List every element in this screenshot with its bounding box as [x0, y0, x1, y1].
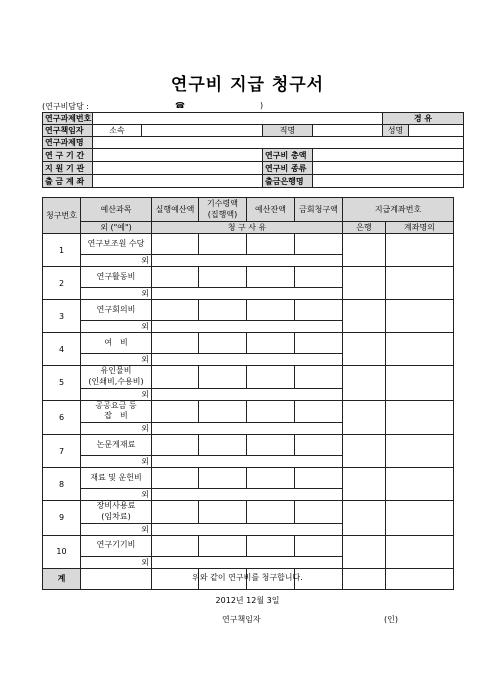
affiliation-label: 소속 [93, 125, 142, 137]
pi-label: 연구책임자 [43, 125, 93, 137]
amount-cell[interactable] [152, 468, 199, 489]
seal-mark: (인) [384, 615, 398, 624]
claim-row [43, 366, 454, 389]
period-label: 연 구 기 간 [43, 149, 93, 162]
bank-cell[interactable] [343, 468, 386, 501]
bank-cell[interactable] [343, 333, 386, 366]
amount-cell[interactable] [152, 435, 199, 456]
fund-type-value[interactable] [313, 162, 464, 175]
amount-cell[interactable] [295, 234, 343, 255]
etc-cell: 외 [81, 523, 152, 535]
task-name-value[interactable] [93, 137, 464, 149]
task-name-label: 연구과제명 [43, 137, 93, 149]
holder-cell[interactable] [386, 468, 454, 501]
amount-cell[interactable] [247, 400, 295, 423]
amount-cell[interactable] [199, 468, 247, 489]
bank-header: 은행 [343, 222, 386, 234]
claim-no-cell: 1 [43, 234, 81, 267]
agency-label: 지 원 기 관 [43, 162, 93, 175]
claim-no-cell: 2 [43, 267, 81, 300]
budget-item-cell: 공공요금 등 잡 비 [81, 400, 152, 423]
bank-cell[interactable] [343, 366, 386, 401]
holder-cell[interactable] [386, 366, 454, 401]
amount-cell[interactable] [199, 366, 247, 389]
claim-no-cell: 9 [43, 501, 81, 536]
budget-item-cell: 연구활동비 [81, 267, 152, 288]
claim-no-header: 청구번호 [43, 198, 81, 234]
amount-cell[interactable] [199, 400, 247, 423]
request-sentence: 위와 같이 연구비를 청구합니다. [192, 573, 303, 582]
contact-close: ) [260, 101, 264, 110]
amount-cell[interactable] [247, 501, 295, 524]
task-number-value[interactable] [93, 113, 383, 125]
amount-cell[interactable] [152, 366, 199, 389]
budget-item-cell: 논문게재료 [81, 435, 152, 456]
amount-cell[interactable] [247, 366, 295, 389]
total-value[interactable] [313, 149, 464, 162]
amount-cell[interactable] [152, 501, 199, 524]
claim-no-cell: 6 [43, 400, 81, 435]
etc-cell: 외 [81, 321, 152, 333]
claim-no-cell: 7 [43, 435, 81, 468]
claim-reason-cell[interactable] [152, 423, 343, 435]
amount-cell[interactable] [199, 435, 247, 456]
top-form-table [42, 112, 464, 188]
claim-reason-cell[interactable] [152, 288, 343, 300]
holder-cell[interactable] [386, 501, 454, 536]
etc-cell: 외 [81, 255, 152, 267]
page-title: 연구비 지급 청구서 [170, 75, 325, 95]
budget-item-cell: 장비사용료 (임차료) [81, 501, 152, 524]
budget-item-cell: 연구회의비 [81, 300, 152, 321]
bank-cell[interactable] [343, 435, 386, 468]
name-value[interactable] [409, 125, 464, 137]
claim-row [43, 300, 454, 321]
claim-reason-cell[interactable] [152, 388, 343, 400]
amount-cell[interactable] [247, 435, 295, 456]
holder-cell[interactable] [386, 267, 454, 300]
amount-cell[interactable] [199, 333, 247, 354]
claim-row [43, 535, 454, 556]
account-label: 출 금 계 좌 [43, 175, 93, 188]
request-date: 2012년 12월 3일 [215, 596, 280, 605]
bank-value[interactable] [313, 175, 464, 188]
claim-row [43, 501, 454, 524]
bank-cell[interactable] [343, 535, 386, 568]
claim-row [43, 468, 454, 489]
amount-cell[interactable] [199, 535, 247, 556]
budget-item-cell: 연구기기비 [81, 535, 152, 556]
claim-reason-cell[interactable] [152, 456, 343, 468]
etc-cell: 외 [81, 388, 152, 400]
claim-no-cell: 5 [43, 366, 81, 401]
balance-header: 예산잔액 [247, 198, 295, 222]
etc-cell: 외 [81, 456, 152, 468]
amount-cell[interactable] [152, 535, 199, 556]
amount-cell[interactable] [295, 468, 343, 489]
task-number-label: 연구과제번호 [43, 113, 93, 125]
claim-reason-cell[interactable] [152, 255, 343, 267]
budget-item-cell: 연구보조원 수당 [81, 234, 152, 255]
name-label: 성명 [383, 125, 409, 137]
bank-cell[interactable] [343, 501, 386, 536]
budget-item-cell: 재료 및 운헌비 [81, 468, 152, 489]
holder-cell[interactable] [386, 400, 454, 435]
budget-item-cell: 여 비 [81, 333, 152, 354]
claim-table [42, 197, 454, 590]
holder-cell[interactable] [386, 300, 454, 333]
affiliation-value[interactable] [142, 125, 263, 137]
budget-item-cell: 유인물비 (인쇄비,수용비) [81, 366, 152, 389]
holder-cell[interactable] [386, 435, 454, 468]
etc-cell: 외 [81, 354, 152, 366]
reason-label: 경 유 [383, 113, 464, 125]
amount-cell[interactable] [295, 300, 343, 321]
claim-reason-header: 청 구 사 유 [152, 222, 343, 234]
bank-cell[interactable] [343, 267, 386, 300]
amount-cell[interactable] [295, 267, 343, 288]
claim-reason-cell[interactable] [152, 354, 343, 366]
account-value[interactable] [93, 175, 263, 188]
amount-cell[interactable] [247, 535, 295, 556]
amount-cell[interactable] [199, 267, 247, 288]
total-label: 연구비 총액 [263, 149, 313, 162]
bank-cell[interactable] [343, 400, 386, 435]
claim-no-cell: 3 [43, 300, 81, 333]
amount-cell[interactable] [152, 234, 199, 255]
holder-cell[interactable] [386, 535, 454, 568]
amount-cell[interactable] [152, 400, 199, 423]
claim-row [43, 234, 454, 255]
already-claimed-header: 기수령액 (집행액) [199, 198, 247, 222]
total-label-cell: 계 [43, 568, 81, 589]
amount-cell[interactable] [152, 333, 199, 354]
amount-cell[interactable] [199, 234, 247, 255]
claim-no-cell: 4 [43, 333, 81, 366]
position-label: 직명 [263, 125, 313, 137]
amount-cell[interactable] [152, 300, 199, 321]
amount-cell[interactable] [199, 501, 247, 524]
execution-budget-header: 실행예산액 [152, 198, 199, 222]
etc-cell: 외 [81, 489, 152, 501]
claim-no-cell: 8 [43, 468, 81, 501]
bank-cell[interactable] [343, 234, 386, 267]
etc-example-header: 외 ("예") [81, 222, 152, 234]
amount-cell[interactable] [247, 333, 295, 354]
period-value[interactable] [93, 149, 263, 162]
amount-cell[interactable] [247, 267, 295, 288]
amount-cell[interactable] [247, 468, 295, 489]
signer-label: 연구책임자 [222, 615, 261, 624]
amount-cell[interactable] [152, 267, 199, 288]
amount-cell[interactable] [247, 234, 295, 255]
holder-cell[interactable] [386, 234, 454, 267]
claim-reason-cell[interactable] [152, 523, 343, 535]
claim-row [43, 333, 454, 354]
claim-reason-cell[interactable] [152, 321, 343, 333]
amount-cell[interactable] [295, 535, 343, 556]
claim-row [43, 267, 454, 288]
phone-icon: ☎ [175, 101, 185, 110]
holder-header: 계좌명의 [386, 222, 454, 234]
etc-cell: 외 [81, 556, 152, 568]
amount-cell[interactable] [199, 300, 247, 321]
claim-row [43, 435, 454, 456]
fund-type-label: 연구비 종류 [263, 162, 313, 175]
position-value[interactable] [313, 125, 383, 137]
holder-cell[interactable] [386, 333, 454, 366]
amount-cell[interactable] [295, 366, 343, 389]
agency-value[interactable] [93, 162, 263, 175]
etc-cell: 외 [81, 423, 152, 435]
claim-reason-cell[interactable] [152, 489, 343, 501]
amount-cell[interactable] [295, 333, 343, 354]
this-claim-header: 금회청구액 [295, 198, 343, 222]
amount-cell[interactable] [247, 300, 295, 321]
claim-reason-cell[interactable] [152, 556, 343, 568]
claim-row [43, 400, 454, 423]
amount-cell[interactable] [295, 501, 343, 524]
bank-label: 출금은행명 [263, 175, 313, 188]
etc-cell: 외 [81, 288, 152, 300]
bank-cell[interactable] [343, 300, 386, 333]
contact-open: (연구비담당 : [42, 102, 89, 111]
amount-cell[interactable] [295, 400, 343, 423]
amount-cell[interactable] [295, 435, 343, 456]
budget-item-header: 예산과목 [81, 198, 152, 222]
pay-account-header: 지급계좌번호 [343, 198, 454, 222]
claim-no-cell: 10 [43, 535, 81, 568]
